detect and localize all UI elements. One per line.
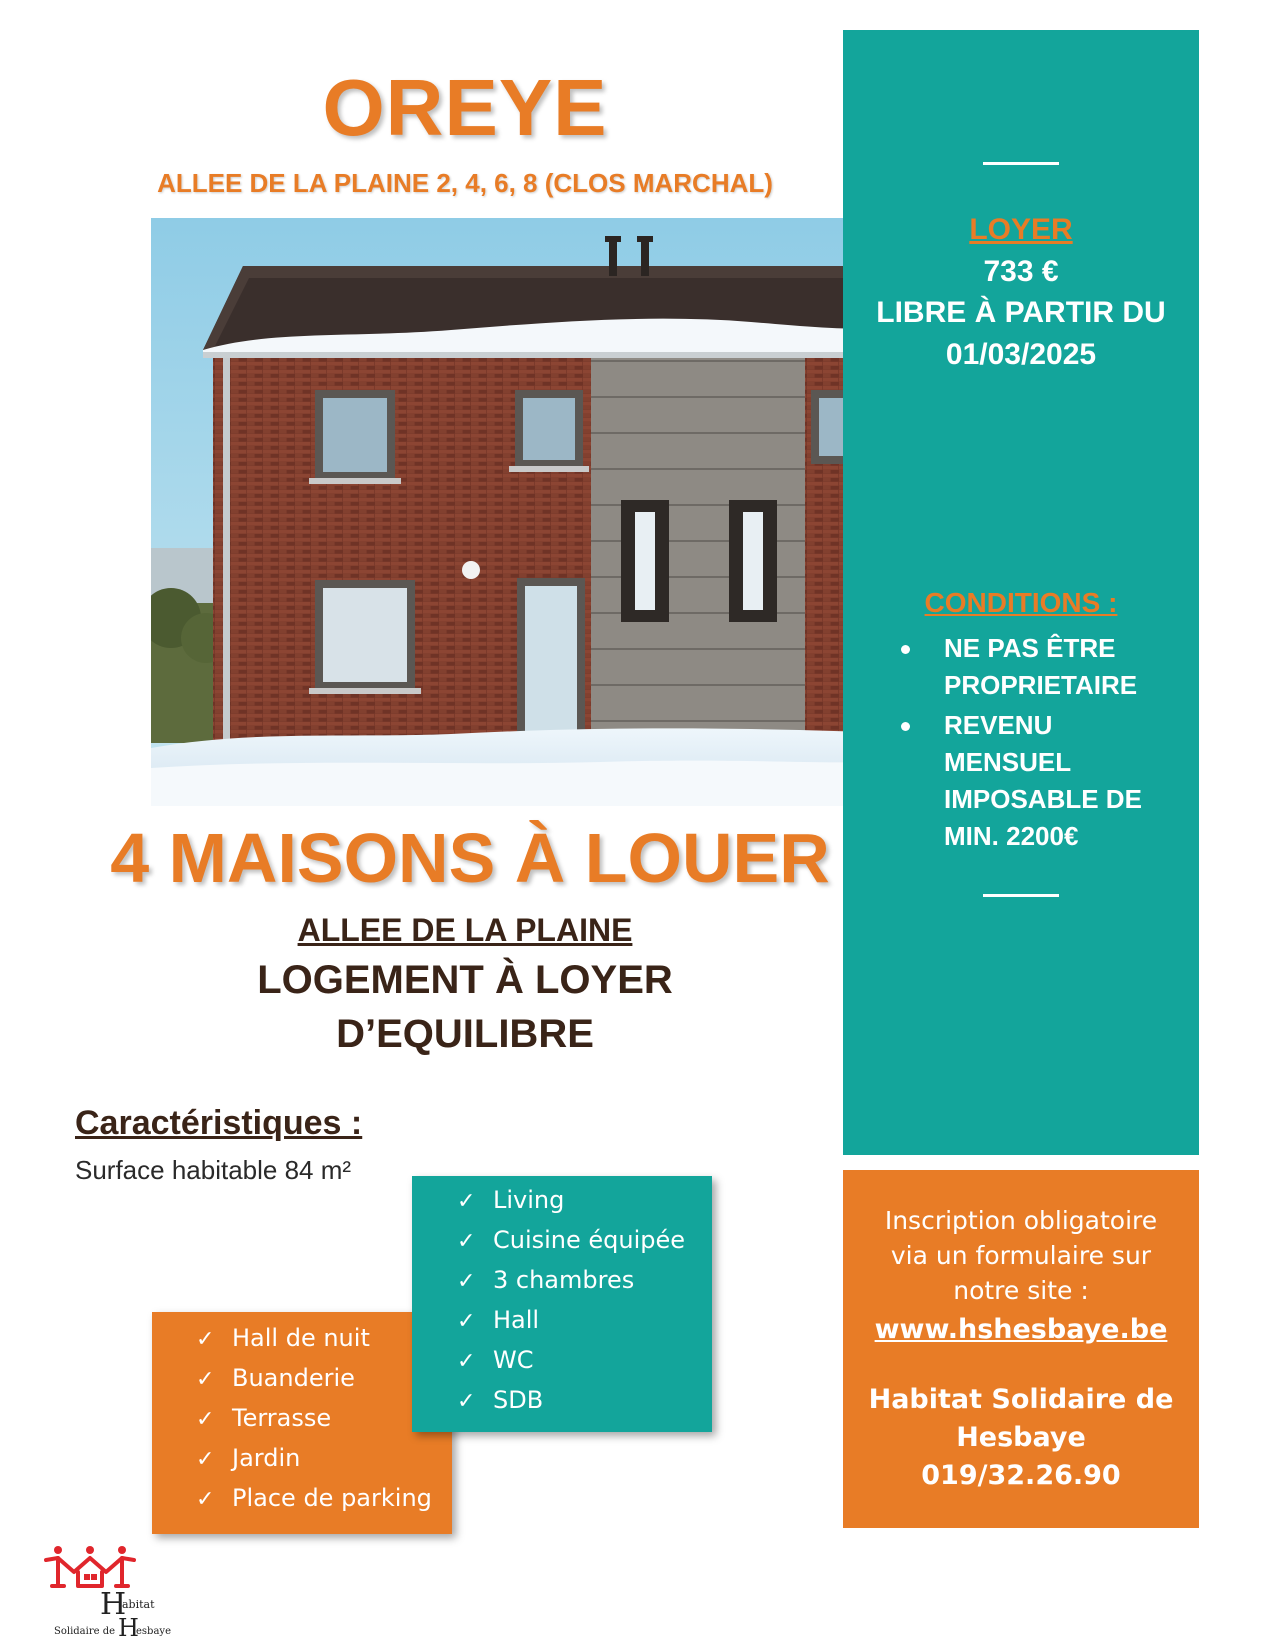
bullet-icon [901, 645, 910, 654]
check-icon: ✓ [457, 1389, 476, 1414]
svg-text:H: H [100, 1587, 127, 1622]
feature-label: Hall [493, 1306, 540, 1334]
feature-item [457, 1380, 685, 1420]
feature-label: SDB [493, 1386, 544, 1414]
feature-item [196, 1438, 432, 1478]
check-icon: ✓ [196, 1447, 215, 1472]
feature-item [457, 1340, 685, 1380]
check-icon: ✓ [457, 1229, 476, 1254]
contact-line: Inscription obligatoire [884, 1206, 1158, 1235]
rent-info-panel [843, 30, 1199, 1155]
check-icon: ✓ [196, 1327, 215, 1352]
organization-name-line2: Hesbaye [956, 1422, 1086, 1453]
feature-label: 3 chambres [493, 1266, 635, 1294]
rent-amount: 733 € [983, 255, 1059, 288]
website-link[interactable]: www.hshesbaye.be [874, 1314, 1168, 1345]
housing-type-line1: LOGEMENT À LOYER [257, 958, 673, 1002]
headline: 4 MAISONS À LOUER [110, 819, 830, 897]
check-icon: ✓ [196, 1407, 215, 1432]
feature-item [196, 1358, 432, 1398]
feature-item [196, 1478, 432, 1518]
feature-label: Terrasse [232, 1404, 332, 1432]
feature-label: Cuisine équipée [493, 1226, 686, 1254]
svg-text:Solidaire de: Solidaire de [54, 1626, 116, 1637]
feature-label: Living [493, 1186, 565, 1214]
conditions-label: CONDITIONS : [924, 587, 1118, 618]
feature-item [457, 1180, 685, 1220]
check-icon: ✓ [457, 1189, 476, 1214]
svg-text:esbaye: esbaye [136, 1626, 171, 1637]
divider-top [983, 162, 1059, 165]
features-title: Caractéristiques : [75, 1104, 363, 1142]
condition-line: MENSUEL [944, 747, 1072, 777]
svg-text:H: H [118, 1614, 139, 1638]
condition-item [901, 707, 1181, 855]
availability-date: 01/03/2025 [945, 338, 1097, 371]
condition-item [901, 630, 1181, 704]
condition-line: MIN. 2200€ [944, 821, 1079, 851]
conditions-list [901, 630, 1181, 858]
feature-item [196, 1318, 432, 1358]
feature-label: Buanderie [232, 1364, 355, 1392]
divider-bottom [983, 894, 1059, 897]
organization-name-line1: Habitat Solidaire de [868, 1384, 1174, 1415]
features-box-orange [152, 1312, 452, 1534]
contact-line: notre site : [953, 1276, 1089, 1305]
condition-line: NE PAS ÊTRE [944, 633, 1116, 663]
feature-item [457, 1260, 685, 1300]
feature-label: Place de parking [232, 1484, 432, 1512]
check-icon: ✓ [457, 1349, 476, 1374]
feature-item [196, 1398, 432, 1438]
features-list-teal [457, 1180, 685, 1420]
check-icon: ✓ [196, 1367, 215, 1392]
availability-text: LIBRE À PARTIR DU [876, 296, 1166, 329]
features-list-orange [196, 1318, 432, 1518]
feature-label: Hall de nuit [232, 1324, 370, 1352]
bullet-icon [901, 722, 910, 731]
check-icon: ✓ [457, 1269, 476, 1294]
check-icon: ✓ [196, 1487, 215, 1512]
house-photo [151, 218, 865, 806]
contact-line: via un formulaire sur [890, 1241, 1152, 1270]
organization-logo [44, 1546, 204, 1638]
surface-area: Surface habitable 84 m² [75, 1155, 352, 1185]
feature-item [457, 1300, 685, 1340]
condition-line: IMPOSABLE DE [944, 784, 1142, 814]
condition-line: PROPRIETAIRE [944, 670, 1138, 700]
phone-number: 019/32.26.90 [921, 1460, 1121, 1491]
check-icon: ✓ [457, 1309, 476, 1334]
features-box-teal [412, 1176, 712, 1432]
street-name: ALLEE DE LA PLAINE [297, 912, 633, 948]
housing-type-line2: D’EQUILIBRE [336, 1012, 594, 1056]
town-title: OREYE [322, 63, 608, 152]
rent-label: LOYER [969, 213, 1073, 246]
feature-label: Jardin [232, 1444, 301, 1472]
feature-label: WC [493, 1346, 534, 1374]
feature-item [457, 1220, 685, 1260]
address-subtitle: ALLEE DE LA PLAINE 2, 4, 6, 8 (CLOS MARCHAL) [157, 168, 773, 198]
contact-box [843, 1170, 1199, 1528]
svg-text:abitat: abitat [122, 1598, 155, 1611]
condition-line: REVENU [944, 710, 1053, 740]
